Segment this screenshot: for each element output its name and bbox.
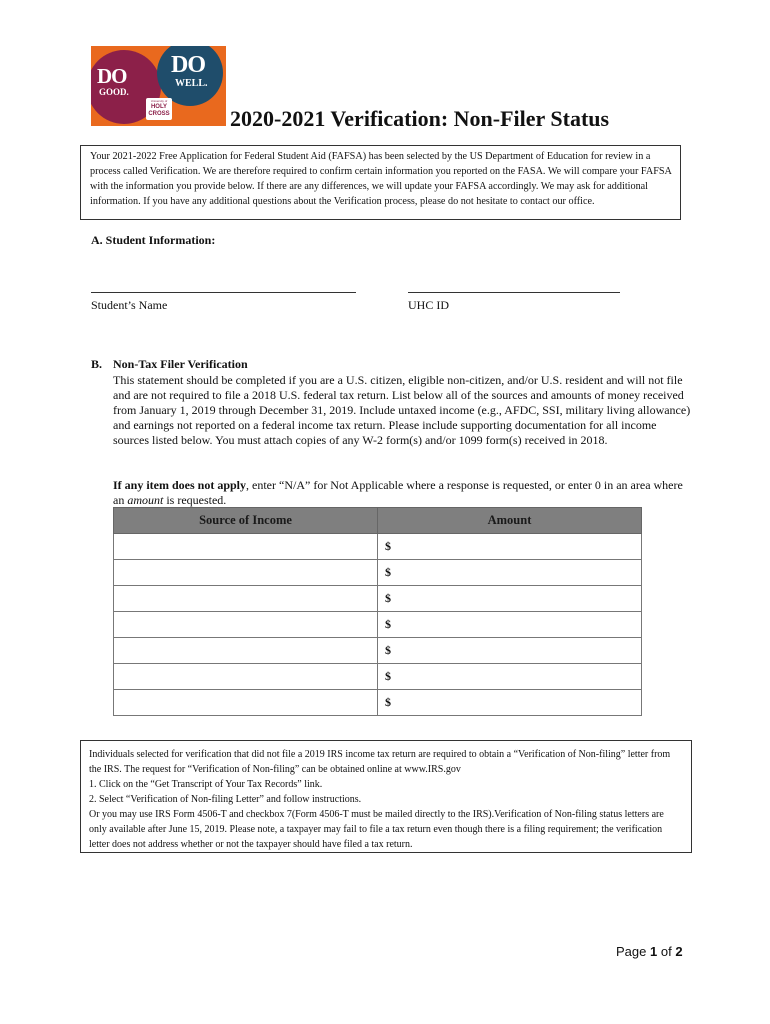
table-row: [114, 612, 642, 638]
section-b-body: This statement should be completed if you are a U.S. citizen, eligible non-citizen, and/or U.S. resident and will not file and are not required to file a 2018 U.S. federal tax return. List below all of the sources and amounts of money received from January 1, 2019 through December 31, 2019. Include untaxed income (e.g., AFDC, SSI, military living allowance) and earnings not reported on a federal income tax return. Please include supporting documentation for all income sources listed below. You must attach copies of any W-2 form(s) and/or 1099 form(s) received in 2018.: [113, 373, 691, 447]
amount-cell[interactable]: $: [378, 586, 642, 612]
amount-cell[interactable]: $: [378, 690, 642, 716]
logo-do-right: DO: [171, 52, 205, 78]
note-step-2: 2. Select “Verification of Non-filing Letter” and follow instructions.: [89, 794, 362, 805]
page-title: 2020-2021 Verification: Non-Filer Status: [230, 106, 610, 131]
instr-italic: amount: [127, 493, 164, 507]
section-b-heading: Non-Tax Filer Verification: [113, 357, 248, 371]
holy-cross-seal: University of HOLY CROSS: [146, 98, 172, 120]
table-row: [114, 534, 642, 560]
amount-cell[interactable]: $: [378, 638, 642, 664]
header-source: Source of Income: [114, 508, 378, 534]
table-row: [114, 664, 642, 690]
intro-text: Your 2021-2022 Free Application for Federal Student Aid (FAFSA) has been selected by the US Department of Education for review in a process called Verification. We are therefore required to confirm certain information you reported on the FASA. We will compare your FAFSA with the information you provide below. If there are any differences, we will update your FAFSA accordingly. We may ask for additional information. If you have any additional questions about the Verification process, please do not hesitate to contact our office.: [90, 151, 672, 207]
irs-note-box: [80, 740, 692, 853]
uhc-id-line[interactable]: [408, 292, 620, 293]
source-cell[interactable]: [114, 612, 378, 638]
table-row: [114, 560, 642, 586]
source-cell[interactable]: [114, 690, 378, 716]
note-alternative: Or you may use IRS Form 4506-T and checkbox 7(Form 4506-T must be mailed directly to the IRS).Verification of Non-filing status letters are only available after June 15, 2019. Please note, a taxpayer may fail to file a tax return even though there is a filing requirement; the verification letter does not address whether or not the taxpayer should have filed a tax return.: [89, 809, 664, 850]
source-cell[interactable]: [114, 534, 378, 560]
logo-well: WELL.: [175, 78, 208, 89]
student-name-line[interactable]: [91, 292, 356, 293]
source-cell[interactable]: [114, 586, 378, 612]
table-row: [114, 690, 642, 716]
amount-cell[interactable]: $: [378, 534, 642, 560]
income-table: [113, 507, 642, 716]
instr-bold: If any item does not apply: [113, 478, 247, 492]
table-row: [114, 586, 642, 612]
table-row: [114, 638, 642, 664]
logo-do-left: DO: [97, 64, 127, 88]
source-cell[interactable]: [114, 664, 378, 690]
university-logo: [91, 46, 226, 126]
amount-cell[interactable]: $: [378, 664, 642, 690]
uhc-id-label: UHC ID: [408, 298, 449, 312]
instr-mid: , enter “N/A” for Not Applicable where a response is requested, or enter 0 in an area where an: [113, 478, 683, 507]
page-number: [616, 944, 683, 959]
page-total: 2: [675, 944, 683, 959]
amount-cell[interactable]: $: [378, 612, 642, 638]
source-cell[interactable]: [114, 560, 378, 586]
page-current: 1: [650, 944, 658, 959]
page-word: Page: [616, 944, 647, 959]
section-b-letter: B.: [91, 357, 103, 371]
note-paragraph: Individuals selected for verification that did not file a 2019 IRS income tax return are required to obtain a “Verification of Non-filing” letter from the IRS. The request for “Verification of Non-filing” can be obtained online at www.IRS.gov: [89, 749, 671, 775]
section-b-instructions: [113, 478, 691, 508]
income-table-header: [114, 508, 642, 534]
note-step-1: 1. Click on the “Get Transcript of Your Tax Records” link.: [89, 779, 323, 790]
section-a-heading: A. Student Information:: [91, 233, 216, 247]
student-name-label: Student’s Name: [91, 298, 168, 312]
header-amount: Amount: [378, 508, 642, 534]
instr-end: is requested.: [163, 493, 227, 507]
of-word: of: [660, 944, 672, 959]
intro-box: [80, 145, 681, 220]
logo-good: GOOD.: [99, 87, 129, 97]
source-cell[interactable]: [114, 638, 378, 664]
amount-cell[interactable]: $: [378, 560, 642, 586]
